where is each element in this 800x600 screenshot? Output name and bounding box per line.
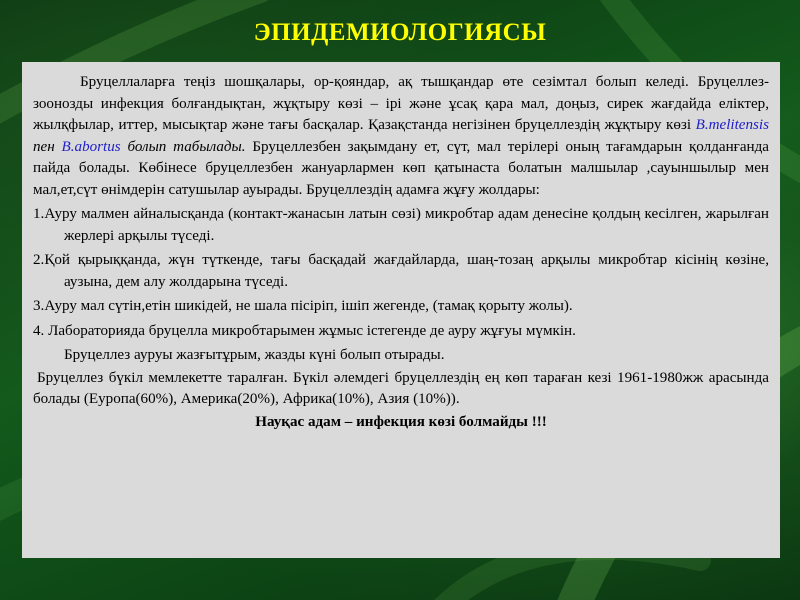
intro-text-1: Бруцеллаларға теңіз шошқалары, ор-қояндар, ақ тышқандар өте сезімтал болып келеді. Бруцеллез-зоонозды инфекция болғандықтан, жұқтыру көзі – ірі және ұсақ қара мал, доңыз, сирек жағдайда еліктер, жылқфылар, иттер, мысықтар және тағы басқалар. Қазақстанда негізінен бруцеллездің жұқтыру көзі xyxy=(33,74,769,133)
intro-text-2: Бруцеллезбен зақымдану ет, сүт, мал терілері оның тағамдарын қолданғанда пайда болады. Көбінесе бруцеллезбен жануарлармен көп қатынаста болатын малшылар ,сауыншылыр мен мал,ет,сүт өнімдерін сатушылар ауырады. Бруцеллездің адамға жұғу жолдары: xyxy=(33,138,769,198)
route-item-3: 3.Ауру мал сүтін,етін шикідей, не шала пісіріп, ішіп жегенде, (тамақ қорыту жолы). xyxy=(33,298,573,314)
closing-statement: Науқас адам – инфекция көзі болмайды !!! xyxy=(255,413,547,430)
intro-italic-text: болып табылады. xyxy=(120,138,246,155)
route-item-1: 1.Ауру малмен айналысқанда (контакт-жанасын латын сөзі) микробтар адам денесіне қолдың кесілген, жарылған жерлері арқылы түседі. xyxy=(33,206,769,244)
seasonality-paragraph: Бруцеллез ауруы жазғытұрым, жазды күні болып отырады. xyxy=(64,347,445,363)
spread-paragraph: Бруцеллез бүкіл мемлекетте таралған. Бүкіл әлемдегі бруцеллездің ең көп тараған кезі 1961-1980жж арасында болады (Еуропа(60%), Америка(20%), Африка(10%), Азия (10%)). xyxy=(33,369,769,407)
pathogen-melitensis: B.melitensis xyxy=(695,117,769,133)
slide-title: ЭПИДЕМИОЛОГИЯСЫ xyxy=(253,19,547,46)
text-panel xyxy=(22,62,780,558)
intro-connector: пен xyxy=(33,138,62,155)
route-item-2: 2.Қой қырыққанда, жүн түткенде, тағы басқадай жағдайларда, шаң-тозаң арқылы микробтар кісінің көзіне, аузына, дем алу жолдарына түседі. xyxy=(33,252,769,290)
intro-paragraph xyxy=(33,72,769,201)
pathogen-abortus: B.abortus xyxy=(61,138,121,155)
route-item-4: 4. Лабораторияда бруцелла микробтарымен жұмыс істегенде де ауру жұғуы мүмкін. xyxy=(33,322,576,339)
